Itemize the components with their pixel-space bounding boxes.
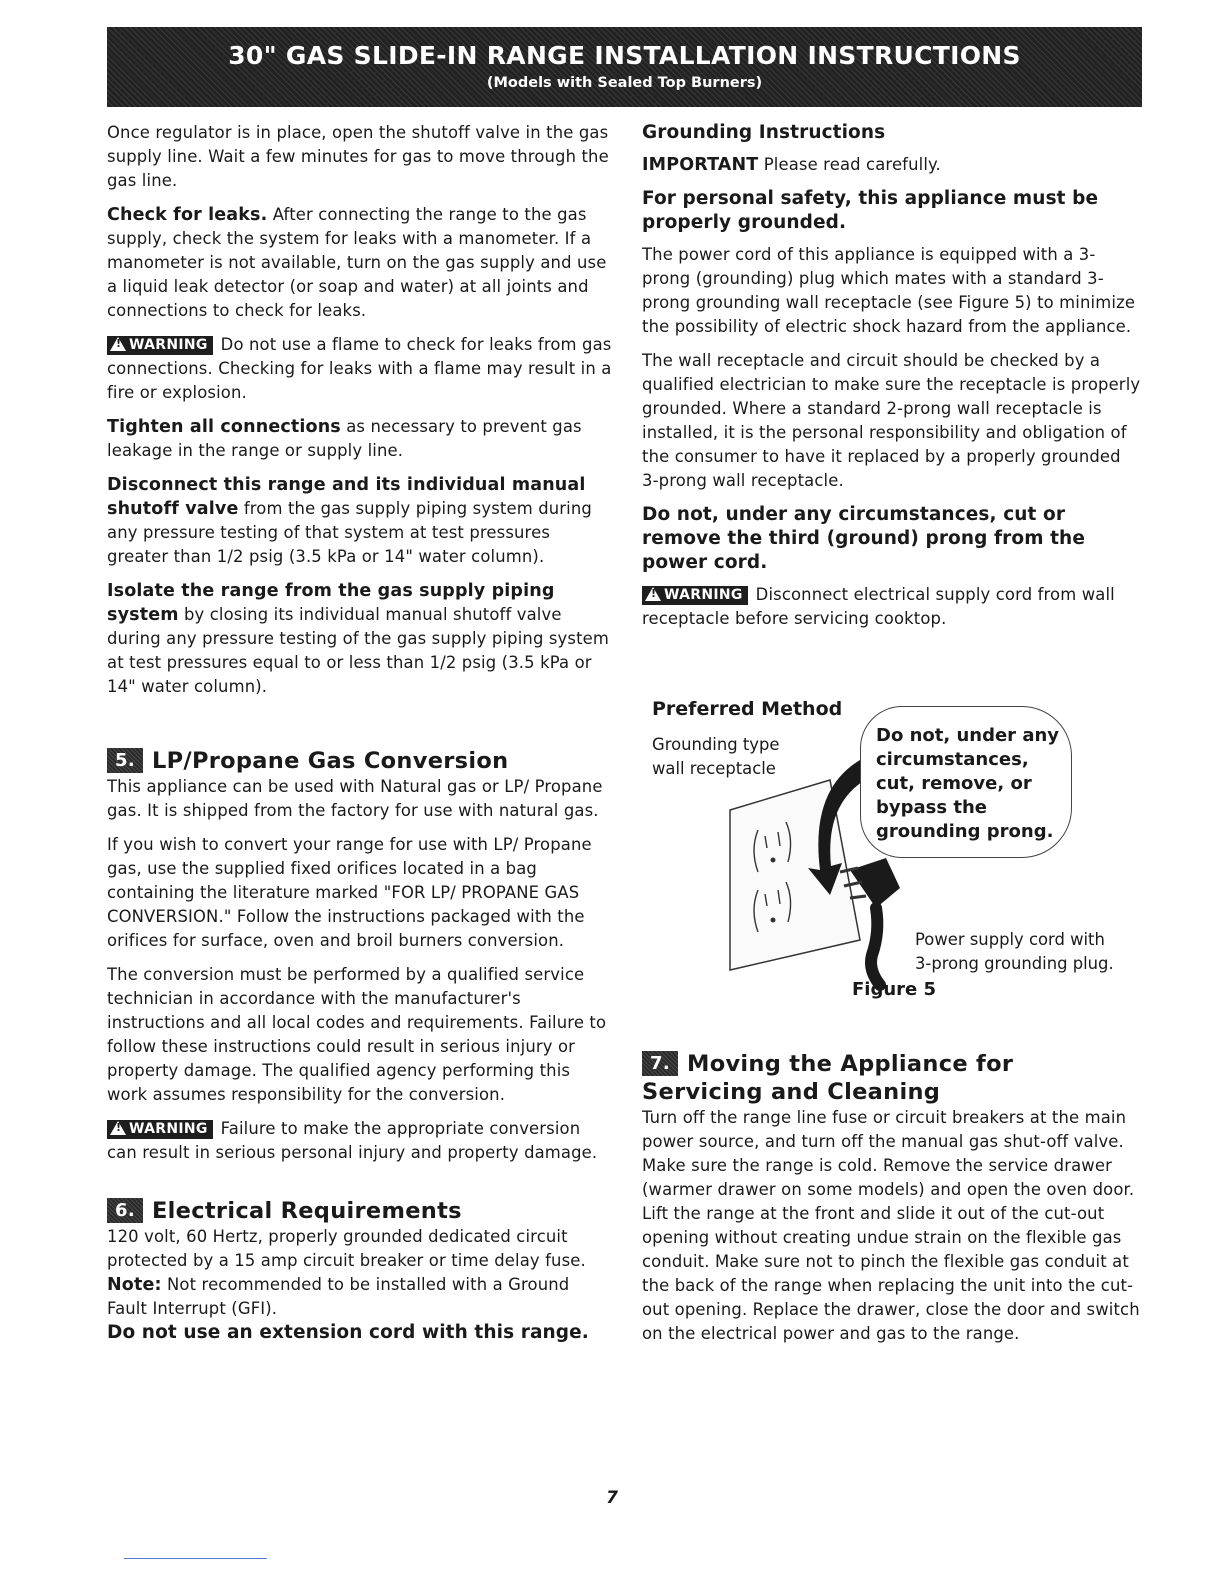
third-prong-warning: Do not, under any circumstances, cut or remove the third (ground) prong from the power cord. (642, 504, 1085, 573)
check-leaks-heading: Check for leaks. (107, 205, 268, 225)
warning-label: WARNING (664, 587, 743, 603)
tighten-heading: Tighten all connections (107, 417, 341, 437)
section-7-number: 7. (642, 1051, 678, 1076)
power-cord-paragraph: The power cord of this appliance is equipped with a 3-prong (grounding) plug which mates with a standard 3-prong grounding wall receptacle (see Figure 5) to minimize the possibility of electric shock hazard from the appliance. (642, 245, 1136, 336)
receptacle-label-line-2: wall receptacle (652, 759, 776, 778)
left-column (107, 121, 612, 1353)
warning-triangle-icon (645, 587, 661, 601)
section-6-number: 6. (107, 1198, 143, 1223)
warning-badge (107, 1120, 213, 1139)
warning-flame-text: Do not use a flame to check for leaks from gas connections. Checking for leaks with a flame may result in a fire or explosion. (107, 335, 612, 402)
lp-convert-paragraph: If you wish to convert your range for use with LP/ Propane gas, use the supplied fixed orifices located in a bag containing the literature marked "FOR LP/ PROPANE GAS CONVERSION." Follow the instructions packaged with the orifices for surface, oven and broil burners conversion. (107, 835, 592, 950)
section-7-heading (642, 1050, 1147, 1078)
warning-badge (642, 586, 748, 605)
section-6-title: Electrical Requirements (152, 1198, 462, 1224)
receptacle-label-line-1: Grounding type (652, 735, 780, 754)
warning-callout-text: Do not, under any circumstances, cut, remove, or bypass the grounding prong. (876, 725, 1060, 842)
header-banner (107, 27, 1142, 107)
warning-conversion-text: Failure to make the appropriate conversion can result in serious personal injury and property damage. (107, 1119, 598, 1162)
warning-triangle-icon (110, 1121, 126, 1135)
right-column (642, 121, 1142, 641)
warning-label: WARNING (129, 337, 208, 353)
safety-heading: For personal safety, this appliance must be properly grounded. (642, 188, 1099, 233)
check-leaks-paragraph (107, 203, 612, 323)
disconnect-heading: Disconnect this range and its individual manual shutoff valve (107, 475, 586, 519)
figure-caption: Figure 5 (852, 979, 937, 1000)
section-7-title-line-1: Moving the Appliance for (687, 1051, 1014, 1077)
wall-plate (730, 780, 860, 970)
cord-label-line-1: Power supply cord with (915, 930, 1105, 949)
isolate-paragraph (107, 579, 612, 699)
figure-preferred-method: Preferred Method (652, 698, 843, 720)
section-6-heading (107, 1197, 612, 1225)
page-number: 7 (606, 1488, 618, 1508)
important-label: IMPORTANT (642, 155, 759, 175)
note-paragraph (107, 1273, 612, 1321)
tighten-text: as necessary to prevent gas leakage in the range or supply line. (107, 417, 582, 460)
warning-disconnect-paragraph (642, 583, 1142, 631)
check-leaks-text: After connecting the range to the gas supply, check the system for leaks with a manometer. If a manometer is not available, turn on the gas supply and use a liquid leak detector (or soap and water) at all joints and connections to check for leaks. (107, 205, 607, 320)
warning-disconnect-text: Disconnect electrical supply cord from wall receptacle before servicing cooktop. (642, 585, 1115, 628)
outlet-top-ground (771, 858, 776, 863)
section-7 (642, 1050, 1147, 1356)
footer-link-underline (124, 1558, 267, 1559)
section-7-title-line-2: Servicing and Cleaning (642, 1079, 941, 1105)
figure-cord-label (915, 928, 1114, 976)
extension-cord-warning: Do not use an extension cord with this range. (107, 1322, 589, 1343)
important-text: Please read carefully. (758, 155, 941, 174)
section-5-heading (107, 747, 612, 775)
isolate-text: by closing its individual manual shutoff valve during any pressure testing of the gas supply piping system at test pressures equal to or less than 1/2 psig (3.5 kPa or 14" water column). (107, 605, 610, 696)
warning-badge (107, 336, 213, 355)
moving-paragraph: Turn off the range line fuse or circuit breakers at the main power source, and turn off the manual gas shut-off valve. Make sure the range is cold. Remove the service drawer (warmer drawer on some models) and open the oven door. Lift the range at the front and slide it out of the cut-out opening without creating undue strain on the flexible gas conduit. Make sure not to pinch the flexible gas conduit at the back of the range when replacing the unit into the cut-out opening. Replace the drawer, close the door and switch on the electrical power and gas to the range. (642, 1108, 1140, 1343)
electrical-paragraph: 120 volt, 60 Hertz, properly grounded dedicated circuit protected by a 15 amp circuit breaker or time delay fuse. (107, 1227, 586, 1270)
page-title: 30" GAS SLIDE-IN RANGE INSTALLATION INSTRUCTIONS (228, 41, 1021, 70)
important-paragraph (642, 153, 1142, 177)
section-5-number: 5. (107, 748, 143, 773)
regulator-paragraph: Once regulator is in place, open the shutoff valve in the gas supply line. Wait a few minutes for gas to move through the gas line. (107, 123, 609, 190)
warning-triangle-icon (110, 337, 126, 351)
lp-qualified-paragraph: The conversion must be performed by a qualified service technician in accordance with the manufacturer's instructions and all local codes and requirements. Failure to follow these instructions could result in serious injury or property damage. The qualified agency performing this work assumes responsibility for the conversion. (107, 965, 607, 1104)
note-label: Note: (107, 1275, 162, 1295)
warning-flame-paragraph (107, 333, 612, 405)
lp-intro-paragraph: This appliance can be used with Natural gas or LP/ Propane gas. It is shipped from the factory for use with natural gas. (107, 777, 603, 820)
disconnect-text: from the gas supply piping system during any pressure testing of that system at test pressures greater than 1/2 psig (3.5 kPa or 14" water column). (107, 499, 592, 566)
outlet-bottom-ground (771, 918, 776, 923)
cord-label-line-2: 3-prong grounding plug. (915, 954, 1114, 973)
tighten-paragraph (107, 415, 612, 463)
section-5-title: LP/Propane Gas Conversion (152, 748, 509, 774)
receptacle-paragraph: The wall receptacle and circuit should be checked by a qualified electrician to make sure the receptacle is properly grounded. Where a standard 2-prong wall receptacle is installed, it is the personal responsibility and obligation of the consumer to have it replaced by a properly grounded 3-prong wall receptacle. (642, 351, 1141, 490)
disconnect-paragraph (107, 473, 612, 569)
page-subtitle: (Models with Sealed Top Burners) (486, 75, 763, 91)
warning-label: WARNING (129, 1121, 208, 1137)
grounding-title: Grounding Instructions (642, 122, 886, 143)
warning-conversion-paragraph (107, 1117, 612, 1165)
note-text: Not recommended to be installed with a Ground Fault Interrupt (GFI). (107, 1275, 570, 1318)
isolate-heading: Isolate the range from the gas supply piping system (107, 581, 555, 625)
